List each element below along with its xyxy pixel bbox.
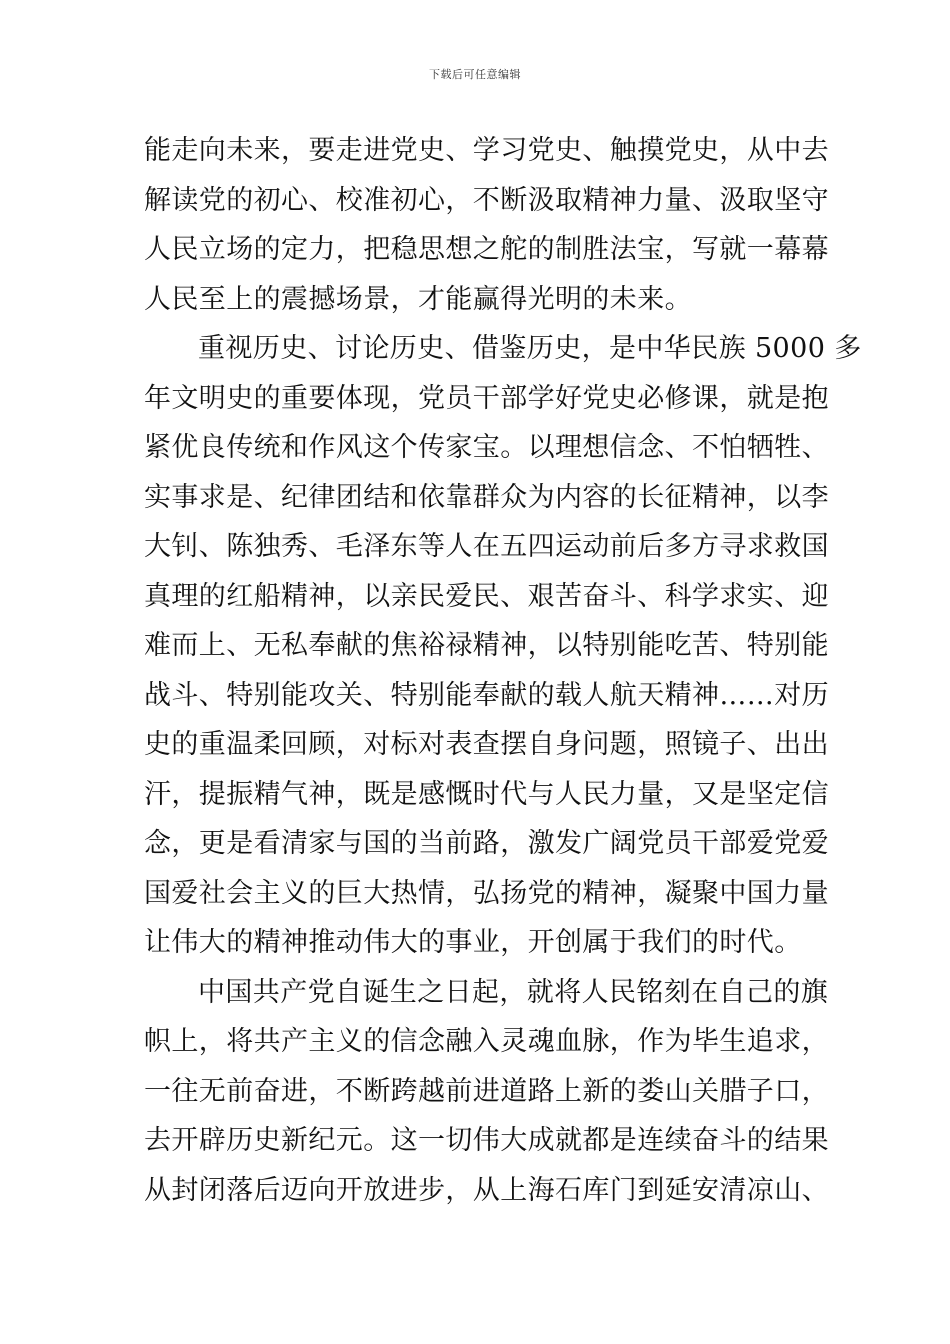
text-line: 国爱社会主义的巨大热情，弘扬党的精神，凝聚中国力量	[144, 877, 829, 909]
text-line: 真理的红船精神，以亲民爱民、艰苦奋斗、科学求实、迎	[144, 580, 829, 612]
paragraph	[144, 324, 862, 968]
text-line: 人民立场的定力，把稳思想之舵的制胜法宝，写就一幕幕	[144, 234, 829, 265]
text-line: 中国共产党自诞生之日起，就将人民铭刻在自己的旗	[198, 976, 829, 1008]
text-line: 让伟大的精神推动伟大的事业，开创属于我们的时代。	[144, 927, 802, 958]
text-line: 难而上、无私奉献的焦裕禄精神，以特别能吃苦、特别能	[144, 630, 829, 661]
paragraph	[144, 126, 829, 324]
text-line: 战斗、特别能攻关、特别能奉献的载人航天精神……对历	[144, 679, 829, 711]
text-line: 大钊、陈独秀、毛泽东等人在五四运动前后多方寻求救国	[144, 531, 829, 562]
text-line: 去开辟历史新纪元。这一切伟大成就都是连续奋斗的结果	[144, 1125, 829, 1156]
page-header: 下载后可任意编辑	[429, 68, 521, 81]
text-line: 实事求是、纪律团结和依靠群众为内容的长征精神，以李	[144, 481, 829, 513]
text-line: 紧优良传统和作风这个传家宝。以理想信念、不怕牺牲、	[144, 432, 829, 463]
paragraph	[144, 968, 829, 1216]
text-line: 一往无前奋进，不断跨越前进道路上新的娄山关腊子口，	[144, 1075, 829, 1107]
text-line: 能走向未来，要走进党史、学习党史、触摸党史，从中去	[144, 135, 829, 166]
document-body	[144, 126, 862, 1215]
text-line: 人民至上的震撼场景，才能赢得光明的未来。	[144, 283, 692, 315]
text-line: 从封闭落后迈向开放进步，从上海石库门到延安清凉山、	[144, 1174, 829, 1206]
text-line: 年文明史的重要体现，党员干部学好党史必修课，就是抱	[144, 382, 829, 414]
text-line: 史的重温柔回顾，对标对表查摆自身问题，照镜子、出出	[144, 729, 829, 760]
text-line: 汗，提振精气神，既是感慨时代与人民力量，又是坚定信	[144, 778, 829, 810]
text-line: 念，更是看清家与国的当前路，激发广阔党员干部爱党爱	[144, 828, 829, 859]
text-line: 解读党的初心、校准初心，不断汲取精神力量、汲取坚守	[144, 184, 829, 216]
text-line: 帜上，将共产主义的信念融入灵魂血脉，作为毕生追求，	[144, 1026, 829, 1057]
text-line: 重视历史、讨论历史、借鉴历史，是中华民族 5000 多	[198, 333, 862, 364]
